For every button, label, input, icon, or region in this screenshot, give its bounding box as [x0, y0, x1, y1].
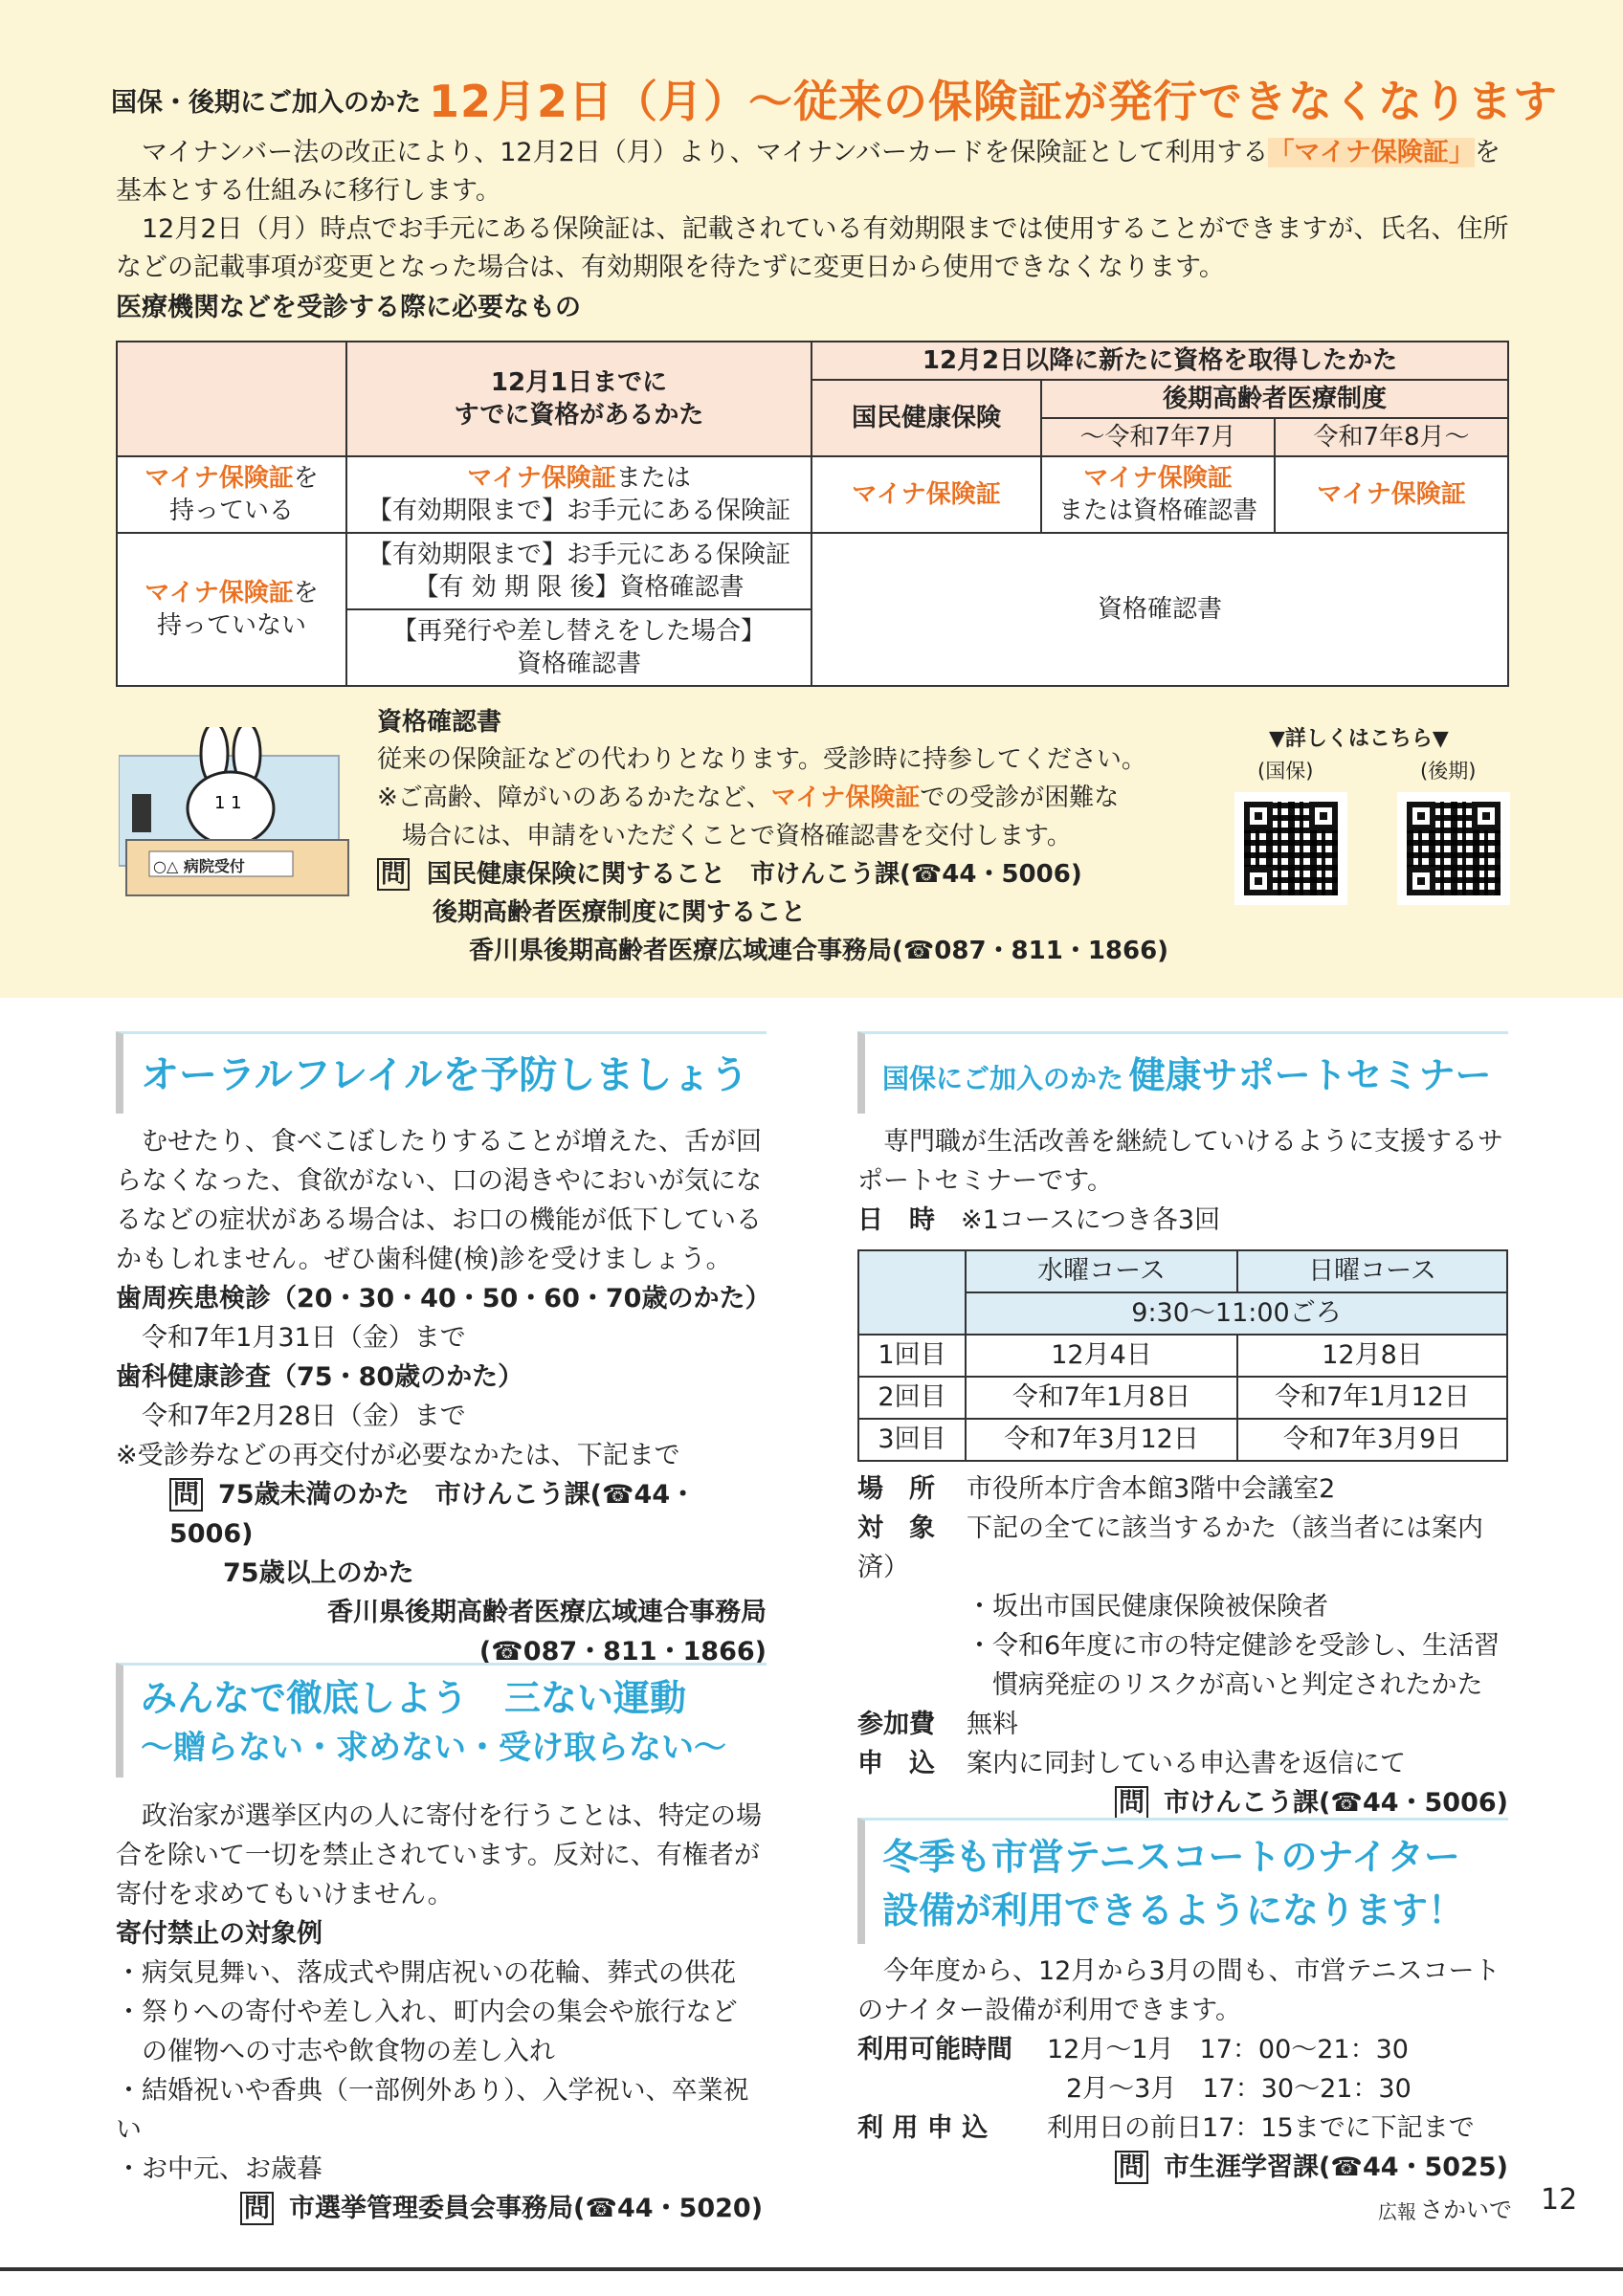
tennis-title: 冬季も市営テニスコートのナイター 設備が利用できるようになります！: [857, 1818, 1508, 1944]
certificate-info: 資格確認書 従来の保険証などの代わりとなります。受診時に持参してください。 ※ご高齢、障がいのあるかたなど、マイナ保険証での受診が困難な 場合には、申請をいただくことで資格確認書を交付します。 問 国民健康保険に関すること 市けんこう課(☎44・5006) 後期高齢者医療制度に関すること 香川県後期高齢者医療広域連合事務局(☎087・811・1866): [377, 708, 1169, 965]
intro-text: マイナンバー法の改正により、12月2日（月）より、マイナンバーカードを保険証として利用する「マイナ保険証」を基本とする仕組みに移行します。 12月2日（月）時点でお手元にある保険証は、記載されている有効期限までは使用することができますが、氏名、住所などの記載事項が変更となった場合は、有効期限を待たずに変更日から使用できなくなります。 医療機関などを受診する際に必要なもの: [116, 134, 1509, 327]
footer-publication: さかいで: [1420, 2197, 1512, 2223]
seminar-details: 場 所 市役所本庁舎本館3階中会議室2 対 象 下記の全てに該当するかた（該当者には案内済） ・坂出市国民健康保険被保険者 ・令和6年度に市の特定健診を受診し、生活習 慣病発症のリスクが高いと判定されたかた 参加費 無料 申 込 案内に同封している申込書を返信にて 問 市けんこう課(☎44・5006): [857, 1474, 1508, 1818]
sanai-body: 政治家が選挙区内の人に寄付を行うことは、特定の場合を除いて一切を禁止されています。反対に、有権者が寄付を求めてもいけません。 寄付禁止の対象例 ・病気見舞い、落成式や開店祝いの花輪、葬式の供花 ・祭りへの寄付や差し入れ、町内会の集会や旅行など の催物への寸志や飲食物の差し入れ ・結婚祝いや香典（一部例外あり）、入学祝い、卒業祝い ・お中元、お歳暮 問 市選挙管理委員会事務局(☎44・5020): [116, 1801, 764, 2223]
footer-koho: 広報: [1378, 2200, 1416, 2223]
insurance-table: 12月1日までに すでに資格があるかた 12月2日以降に新たに資格を取得したかた 国民健康保険 後期高齢者医療制度 ～令和7年7月 令和7年8月～ マイナ保険証を 持っている マイナ保険証または 【有効期限まで】お手元にある保険証 マイナ保険証 マイナ保険証 または資格確認書 マイナ保険証 マイナ保険証を 持っていない 【有効期限まで】お手元にある保険証 【有 効 期 限 後】資格確認書 資格確認書 【再発行や差し替えをした場合】 資格確認書: [116, 341, 1509, 687]
tennis-body: 今年度から、12月から3月の間も、市営テニスコートのナイター設備が利用できます。 利用可能時間 12月～1月 17：00～21：30 2月～3月 17：30～21：30 利 用 申 込 利用日の前日17：15までに下記まで 問 市生涯学習課(☎44・5025): [857, 1956, 1508, 2182]
qr-code-kouki[interactable]: [1399, 794, 1508, 903]
seminar-intro: 専門職が生活改善を継続していけるように支援するサポートセミナーです。 日 時 ※1コースにつき各3回: [857, 1127, 1503, 1235]
qr-heading: ▼詳しくはこちら▼: [1269, 727, 1449, 751]
seminar-title: 国保にご加入のかた 健康サポートセミナー: [857, 1031, 1508, 1114]
seminar-schedule-table: 水曜コース 日曜コース 9:30～11:00ごろ 1回目 12月4日 12月8日 2回目 令和7年1月8日 令和7年1月12日 3回目 令和7年3月12日 令和7年3月9日: [857, 1249, 1508, 1462]
inquiry-icon: 問: [240, 2192, 274, 2225]
oral-frail-body: むせたり、食べこぼしたりすることが増えた、舌が回らなくなった、食欲がない、口の渇きやにおいが気になるなどの症状がある場合は、お口の機能が低下しているかもしれません。ぜひ歯科健(検)診を受けましょう。 歯周疾患検診（20・30・40・50・60・70歳のかた） 令和7年1月31日（金）まで 歯科健康診査（75・80歳のかた） 令和7年2月28日（金）まで ※受診券などの再交付が必要なかたは、下記まで 問 75歳未満のかた 市けんこう課(☎44・5006) 75歳以上のかた 香川県後期高齢者医療広域連合事務局 (☎087・811・1866): [116, 1127, 771, 1667]
page-number: 12: [1541, 2183, 1578, 2217]
insurance-title: 12月2日（月）～従来の保険証が発行できなくなります: [429, 76, 1559, 127]
qr-code-kokuho[interactable]: [1236, 794, 1345, 903]
sanai-title: みんなで徹底しよう 三ない運動 ～贈らない・求めない・受け取らない～: [116, 1663, 767, 1777]
table-row: 2回目 令和7年1月8日 令和7年1月12日: [858, 1377, 1507, 1419]
oral-frail-title: オーラルフレイルを予防しましょう: [116, 1031, 767, 1114]
table-row: 3回目 令和7年3月12日 令和7年3月9日: [858, 1419, 1507, 1461]
footer-rule: [0, 2267, 1623, 2271]
inquiry-icon: 問: [169, 1478, 203, 1512]
svg-text:1 1: 1 1: [214, 793, 242, 813]
reception-sign: ○△ 病院受付: [153, 857, 245, 875]
inquiry-icon: 問: [377, 858, 410, 891]
table-caption: 医療機関などを受診する際に必要なもの: [116, 293, 581, 322]
table-row: 1回目 12月4日 12月8日: [858, 1335, 1507, 1377]
inquiry-icon: 問: [1115, 2151, 1148, 2184]
inquiry-icon: 問: [1115, 1786, 1148, 1820]
insurance-heading: 国保・後期にご加入のかた 12月2日（月）～従来の保険証が発行できなくなります: [111, 76, 1559, 127]
qr-label-kokuho: (国保): [1257, 760, 1314, 783]
qr-label-kouki: (後期): [1420, 760, 1477, 783]
